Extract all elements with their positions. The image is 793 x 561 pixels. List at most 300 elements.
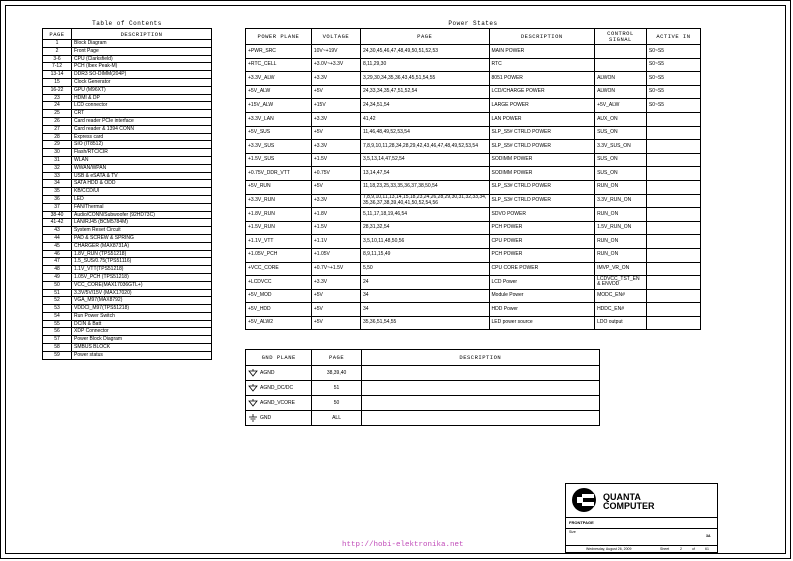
voltage-cell: +3.3V: [311, 72, 360, 86]
page-cell: 11,46,48,49,52,53,54: [360, 126, 489, 140]
control-signal-cell: ALWON: [595, 72, 647, 86]
power-states-table: [245, 19, 701, 330]
toc-description-cell: Card reader PCIe interface: [72, 117, 212, 125]
toc-description-cell: 1.8V_RUN (TPS51218): [72, 250, 212, 258]
voltage-cell: +15V: [311, 99, 360, 113]
toc-description-cell: Block Diagram: [72, 40, 212, 48]
page-cell: 13,14,47,54: [360, 167, 489, 181]
toc-description-cell: VDDCI_M97(TPS51218): [72, 305, 212, 313]
ground-header-cell: PAGE: [312, 350, 361, 366]
voltage-cell: +3.3V: [311, 112, 360, 126]
toc-page-cell: 36: [43, 195, 72, 203]
ground-description-cell: [361, 381, 599, 396]
company-line-2: COMPUTER: [603, 501, 655, 511]
power-plane-cell: +1.05V_PCH: [246, 248, 312, 262]
voltage-cell: +0.75V: [311, 167, 360, 181]
description-cell: RTC: [489, 58, 595, 72]
description-cell: SDVO POWER: [489, 208, 595, 222]
description-cell: PCH POWER: [489, 221, 595, 235]
toc-description-cell: PAD & SCREW & SPRING: [72, 234, 212, 242]
control-signal-cell: [595, 58, 647, 72]
toc-description-cell: SMBUS BLOCK: [72, 344, 212, 352]
ground-plane-label: AGND: [260, 370, 275, 377]
table-row: [246, 411, 600, 426]
toc-page-cell: 54: [43, 312, 72, 320]
company-line-1: QUANTA: [603, 492, 641, 502]
toc-page-cell: 47: [43, 258, 72, 266]
table-row: [43, 344, 212, 352]
active-in-cell: [646, 276, 700, 290]
power-plane-cell: +PWR_SRC: [246, 45, 312, 59]
toc-description-cell: GPU (M96XT): [72, 86, 212, 94]
page-cell: 7,8,9,10,11,28,34,28,29,42,43,46,47,48,49,52,53,54: [360, 140, 489, 154]
control-signal-cell: HDDC_EN#: [595, 303, 647, 317]
toc-page-cell: 49: [43, 273, 72, 281]
toc-header-cell: DESCRIPTION: [72, 29, 212, 40]
toc-page-cell: 50: [43, 281, 72, 289]
toc-description-cell: LCD connector: [72, 102, 212, 110]
power-states-header-cell: DESCRIPTION: [489, 29, 595, 45]
toc-description-cell: WWAN/WPAN: [72, 164, 212, 172]
page-cell: 8,9,11,15,49: [360, 248, 489, 262]
toc-page-cell: 27: [43, 125, 72, 133]
toc-page-cell: 2: [43, 47, 72, 55]
table-row: [43, 320, 212, 328]
size-value: 3A: [706, 534, 711, 538]
description-cell: Module Power: [489, 289, 595, 303]
page-cell: 34: [360, 303, 489, 317]
table-row: [43, 273, 212, 281]
voltage-cell: +5V: [311, 85, 360, 99]
sheet-label: Sheet: [660, 547, 670, 551]
ground-header-cell: DESCRIPTION: [361, 350, 599, 366]
control-signal-cell: SUS_ON: [595, 167, 647, 181]
toc-page-cell: 28: [43, 133, 72, 141]
table-row: [246, 381, 600, 396]
active-in-cell: [646, 289, 700, 303]
power-plane-cell: +VCC_CORE: [246, 262, 312, 276]
voltage-cell: +5V: [311, 289, 360, 303]
table-row: [43, 188, 212, 196]
table-row: [43, 219, 212, 227]
toc-page-cell: 1: [43, 40, 72, 48]
toc-page-cell: 38-40: [43, 211, 72, 219]
toc-description-cell: Run Power Switch: [72, 312, 212, 320]
control-signal-cell: SUS_ON: [595, 126, 647, 140]
voltage-cell: +5V: [311, 180, 360, 194]
toc-description-cell: USB & eSATA & TV: [72, 172, 212, 180]
table-row: [43, 305, 212, 313]
toc-page-cell: 51: [43, 289, 72, 297]
page-cell: 34: [360, 289, 489, 303]
active-in-cell: [646, 180, 700, 194]
toc-description-cell: HDMI & DP: [72, 94, 212, 102]
page-cell: 7,8,9,10,11,13,14,15,18,23,24,26,28,29,30,31,32,33,34,35,36,37,38,39,40,41,50,52,54,56: [360, 194, 489, 208]
toc-page-cell: 58: [43, 344, 72, 352]
voltage-cell: +1.05V: [311, 248, 360, 262]
table-row: [246, 316, 701, 330]
table-row: [43, 71, 212, 79]
power-plane-cell: +5V_ALW: [246, 85, 312, 99]
ground-page-cell: ALL: [312, 411, 361, 426]
table-row: [246, 140, 701, 154]
toc-description-cell: Audio/CONN/Subwoofer (92HD73C): [72, 211, 212, 219]
page-cell: 8,11,29,30: [360, 58, 489, 72]
table-row: [246, 235, 701, 249]
table-row: [246, 72, 701, 86]
toc-description-cell: PCH (Ibex Peak-M): [72, 63, 212, 71]
table-row: [246, 167, 701, 181]
toc-page-cell: 34: [43, 180, 72, 188]
agnd-symbol-icon: [248, 369, 258, 377]
toc-description-cell: DCIN & Batt: [72, 320, 212, 328]
table-row: [43, 40, 212, 48]
toc-page-cell: 52: [43, 297, 72, 305]
description-cell: SLP_S5# CTRLD POWER: [489, 126, 595, 140]
active-in-cell: [646, 112, 700, 126]
table-row: [43, 63, 212, 71]
control-signal-cell: RUN_ON: [595, 208, 647, 222]
ground-description-cell: [361, 411, 599, 426]
voltage-cell: +3.3V: [311, 140, 360, 154]
page-cell: 5,50: [360, 262, 489, 276]
toc-description-cell: SATA HDD & ODD: [72, 180, 212, 188]
table-row: [43, 47, 212, 55]
power-states-header-cell: PAGE: [360, 29, 489, 45]
toc-page-cell: 29: [43, 141, 72, 149]
toc-description-cell: Power status: [72, 351, 212, 359]
power-plane-cell: +5V_ALW2: [246, 316, 312, 330]
power-plane-cell: +3.3V_ALW: [246, 72, 312, 86]
table-row: [246, 58, 701, 72]
power-states-header-cell: ACTIVE IN: [646, 29, 700, 45]
table-row: [43, 156, 212, 164]
power-states-header-cell: POWER PLANE: [246, 29, 312, 45]
toc-page-cell: 44: [43, 234, 72, 242]
table-row: [246, 99, 701, 113]
sheet-total: 61: [705, 547, 709, 551]
toc-page-cell: 23: [43, 94, 72, 102]
table-row: [43, 203, 212, 211]
toc-page-cell: 45: [43, 242, 72, 250]
page-cell: 24: [360, 276, 489, 290]
table-row: [43, 336, 212, 344]
table-row: [246, 153, 701, 167]
ground-plane-cell: [246, 381, 312, 396]
power-plane-cell: +5V_HDD: [246, 303, 312, 317]
table-row: [43, 141, 212, 149]
table-row: [43, 258, 212, 266]
ground-page-cell: 50: [312, 396, 361, 411]
active-in-cell: [646, 167, 700, 181]
active-in-cell: S0~S5: [646, 72, 700, 86]
toc-description-cell: Flash/RTC/CIR: [72, 149, 212, 157]
toc-page-cell: 37: [43, 203, 72, 211]
page-cell: 35,36,51,54,55: [360, 316, 489, 330]
size-label: Size: [569, 530, 576, 534]
power-plane-cell: +3.3V_LAN: [246, 112, 312, 126]
toc-page-cell: 55: [43, 320, 72, 328]
toc-description-cell: VCC_CORE(MAX17036GTL+): [72, 281, 212, 289]
ground-plane-cell: [246, 396, 312, 411]
control-signal-cell: 3.3V_RUN_ON: [595, 194, 647, 208]
page-cell: 24,33,34,35,47,51,52,54: [360, 85, 489, 99]
control-signal-cell: LDO output: [595, 316, 647, 330]
control-signal-cell: AUX_ON: [595, 112, 647, 126]
table-row: [246, 112, 701, 126]
ground-plane-label: AGND_DC/DC: [260, 385, 294, 392]
table-row: [246, 248, 701, 262]
toc-description-cell: Express card: [72, 133, 212, 141]
toc-page-cell: 26: [43, 117, 72, 125]
table-row: [246, 221, 701, 235]
description-cell: HDD Power: [489, 303, 595, 317]
table-row: [43, 312, 212, 320]
table-row: [246, 396, 600, 411]
table-row: [43, 94, 212, 102]
table-row: [246, 366, 600, 381]
control-signal-cell: RUN_ON: [595, 248, 647, 262]
toc-title: Table of Contents: [92, 20, 162, 27]
quanta-logo-icon: [570, 486, 598, 514]
control-signal-cell: +5V_ALW: [595, 99, 647, 113]
toc-page-cell: 33: [43, 172, 72, 180]
power-plane-cell: +5V_SUS: [246, 126, 312, 140]
ground-description-cell: [361, 396, 599, 411]
date-text: Wednesday, August 26, 2009: [586, 547, 632, 551]
control-signal-cell: 1.5V_RUN_ON: [595, 221, 647, 235]
control-signal-cell: SUS_ON: [595, 153, 647, 167]
page-cell: 11,18,23,25,33,35,36,37,38,50,54: [360, 180, 489, 194]
power-plane-cell: +1.5V_SUS: [246, 153, 312, 167]
toc-description-cell: DDR3 SO-DIMM(204P): [72, 71, 212, 79]
table-row: [43, 266, 212, 274]
voltage-cell: +5V: [311, 316, 360, 330]
toc-description-cell: Front Page: [72, 47, 212, 55]
description-cell: SODIMM POWER: [489, 167, 595, 181]
voltage-cell: +1.8V: [311, 208, 360, 222]
power-plane-cell: +3.3V_RUN: [246, 194, 312, 208]
company-name: [603, 493, 655, 511]
power-plane-cell: +15V_ALW: [246, 99, 312, 113]
toc-description-cell: FAN/Thermal: [72, 203, 212, 211]
power-plane-cell: +1.8V_RUN: [246, 208, 312, 222]
toc-page-cell: 31: [43, 156, 72, 164]
toc-description-cell: CRT: [72, 110, 212, 118]
voltage-cell: +3.3V: [311, 194, 360, 208]
toc-page-cell: 25: [43, 110, 72, 118]
table-row: [246, 276, 701, 290]
description-cell: SLP_S5# CTRLD POWER: [489, 140, 595, 154]
voltage-cell: 10V~+19V: [311, 45, 360, 59]
table-row: [43, 78, 212, 86]
table-row: [43, 234, 212, 242]
active-in-cell: S0~S5: [646, 85, 700, 99]
toc-description-cell: Power Block Diagram: [72, 336, 212, 344]
voltage-cell: +3.3V: [311, 276, 360, 290]
control-signal-cell: MODC_EN#: [595, 289, 647, 303]
table-row: [43, 211, 212, 219]
control-signal-cell: LCDVCC_TST_EN & ENVDD: [595, 276, 647, 290]
toc-description-cell: 3.3V/5V/15V (MAX17020): [72, 289, 212, 297]
active-in-cell: [646, 316, 700, 330]
description-cell: 8051 POWER: [489, 72, 595, 86]
toc-page-cell: 13-14: [43, 71, 72, 79]
description-cell: LCD Power: [489, 276, 595, 290]
active-in-cell: [646, 208, 700, 222]
toc-page-cell: 15: [43, 78, 72, 86]
control-signal-cell: RUN_ON: [595, 235, 647, 249]
table-row: [246, 126, 701, 140]
ground-page-cell: 51: [312, 381, 361, 396]
power-states-title: Power States: [448, 20, 498, 27]
toc-page-cell: 24: [43, 102, 72, 110]
toc-description-cell: Clock Generator: [72, 78, 212, 86]
description-cell: PCH POWER: [489, 248, 595, 262]
table-row: [43, 180, 212, 188]
sheet-number: 2: [680, 547, 682, 551]
table-row: [43, 86, 212, 94]
toc-page-cell: 59: [43, 351, 72, 359]
title-block-divider: [566, 528, 717, 529]
toc-page-cell: 3-6: [43, 55, 72, 63]
description-cell: SLP_S3# CTRLD POWER: [489, 180, 595, 194]
voltage-cell: +0.7V~+1.5V: [311, 262, 360, 276]
description-cell: LAN POWER: [489, 112, 595, 126]
voltage-cell: +3.0V~+3.3V: [311, 58, 360, 72]
ground-plane-label: AGND_VCORE: [260, 400, 296, 407]
toc-description-cell: CHARGER (MAX8731A): [72, 242, 212, 250]
table-row: [43, 133, 212, 141]
table-row: [43, 328, 212, 336]
description-cell: LCD/CHARGE POWER: [489, 85, 595, 99]
table-row: [43, 351, 212, 359]
description-cell: MAIN POWER: [489, 45, 595, 59]
toc-page-cell: 53: [43, 305, 72, 313]
page-cell: 41,42: [360, 112, 489, 126]
toc-description-cell: CPU (Clarksfield): [72, 55, 212, 63]
page-cell: 24,34,51,54: [360, 99, 489, 113]
toc-page-cell: 43: [43, 227, 72, 235]
voltage-cell: +1.5V: [311, 221, 360, 235]
toc-description-cell: VGA_M97(MAX8792): [72, 297, 212, 305]
toc-description-cell: LED: [72, 195, 212, 203]
description-cell: SLP_S3# CTRLD POWER: [489, 194, 595, 208]
watermark-url[interactable]: http://hobi-elektronika.net: [342, 541, 464, 549]
agnd-symbol-icon: [248, 399, 258, 407]
power-states-header-cell: VOLTAGE: [311, 29, 360, 45]
ground-symbol-icon: [248, 414, 258, 422]
toc-description-cell: System Reset Circuit: [72, 227, 212, 235]
table-row: [43, 172, 212, 180]
toc-page-cell: 16-22: [43, 86, 72, 94]
active-in-cell: S0~S5: [646, 99, 700, 113]
table-row: [43, 149, 212, 157]
title-block-divider: [566, 545, 717, 546]
page-cell: 28,31,32,54: [360, 221, 489, 235]
sheet-title: FRONTPAGE: [569, 520, 594, 525]
voltage-cell: +5V: [311, 126, 360, 140]
description-cell: CPU CORE POWER: [489, 262, 595, 276]
power-plane-cell: +1.1V_VTT: [246, 235, 312, 249]
active-in-cell: [646, 248, 700, 262]
toc-page-cell: 7-12: [43, 63, 72, 71]
voltage-cell: +1.5V: [311, 153, 360, 167]
voltage-cell: +1.1V: [311, 235, 360, 249]
toc-description-cell: 1.05V_PCH (TPS51218): [72, 273, 212, 281]
table-of-contents: [42, 19, 212, 360]
power-plane-cell: +0.75V_DDR_VTT: [246, 167, 312, 181]
active-in-cell: S0~S5: [646, 58, 700, 72]
toc-page-cell: 56: [43, 328, 72, 336]
table-row: [43, 164, 212, 172]
toc-description-cell: WLAN: [72, 156, 212, 164]
toc-description-cell: 1.5_SUS/0.75(TPS51116): [72, 258, 212, 266]
power-plane-cell: +LCDVCC: [246, 276, 312, 290]
voltage-cell: +5V: [311, 303, 360, 317]
table-row: [246, 208, 701, 222]
toc-page-cell: 48: [43, 266, 72, 274]
table-row: [246, 45, 701, 59]
table-row: [43, 125, 212, 133]
active-in-cell: [646, 126, 700, 140]
toc-page-cell: 41-42: [43, 219, 72, 227]
active-in-cell: [646, 221, 700, 235]
control-signal-cell: RUN_ON: [595, 180, 647, 194]
table-row: [246, 85, 701, 99]
ground-plane-table: [245, 349, 600, 426]
control-signal-cell: ALWON: [595, 85, 647, 99]
active-in-cell: [646, 303, 700, 317]
description-cell: SODIMM POWER: [489, 153, 595, 167]
active-in-cell: S0~S5: [646, 45, 700, 59]
toc-page-cell: 46: [43, 250, 72, 258]
page-cell: 3,29,30,34,35,36,43,45,51,54,55: [360, 72, 489, 86]
table-row: [43, 55, 212, 63]
toc-description-cell: XDP Connector: [72, 328, 212, 336]
active-in-cell: [646, 194, 700, 208]
toc-description-cell: LAN/RJ45 (BCM5784M): [72, 219, 212, 227]
power-plane-cell: +1.5V_RUN: [246, 221, 312, 235]
toc-page-cell: 35: [43, 188, 72, 196]
toc-page-cell: 32: [43, 164, 72, 172]
description-cell: LARGE POWER: [489, 99, 595, 113]
power-plane-cell: +5V_RUN: [246, 180, 312, 194]
table-row: [246, 180, 701, 194]
table-row: [43, 110, 212, 118]
table-row: [246, 289, 701, 303]
control-signal-cell: [595, 45, 647, 59]
toc-description-cell: SIO (IT8512): [72, 141, 212, 149]
page-cell: 3,5,13,14,47,52,54: [360, 153, 489, 167]
table-row: [43, 242, 212, 250]
toc-page-cell: 30: [43, 149, 72, 157]
title-block-divider: [566, 517, 717, 518]
control-signal-cell: 3.3V_SUS_ON: [595, 140, 647, 154]
power-plane-cell: +RTC_CELL: [246, 58, 312, 72]
table-row: [43, 297, 212, 305]
table-row: [246, 262, 701, 276]
table-row: [43, 289, 212, 297]
power-plane-cell: +3.3V_SUS: [246, 140, 312, 154]
ground-description-cell: [361, 366, 599, 381]
ground-plane-label: GND: [260, 415, 272, 422]
table-row: [43, 281, 212, 289]
toc-description-cell: Card reader & 1394 CONN: [72, 125, 212, 133]
ground-page-cell: 38,39,40: [312, 366, 361, 381]
toc-description-cell: KB/CCD/UI: [72, 188, 212, 196]
table-row: [246, 194, 701, 208]
